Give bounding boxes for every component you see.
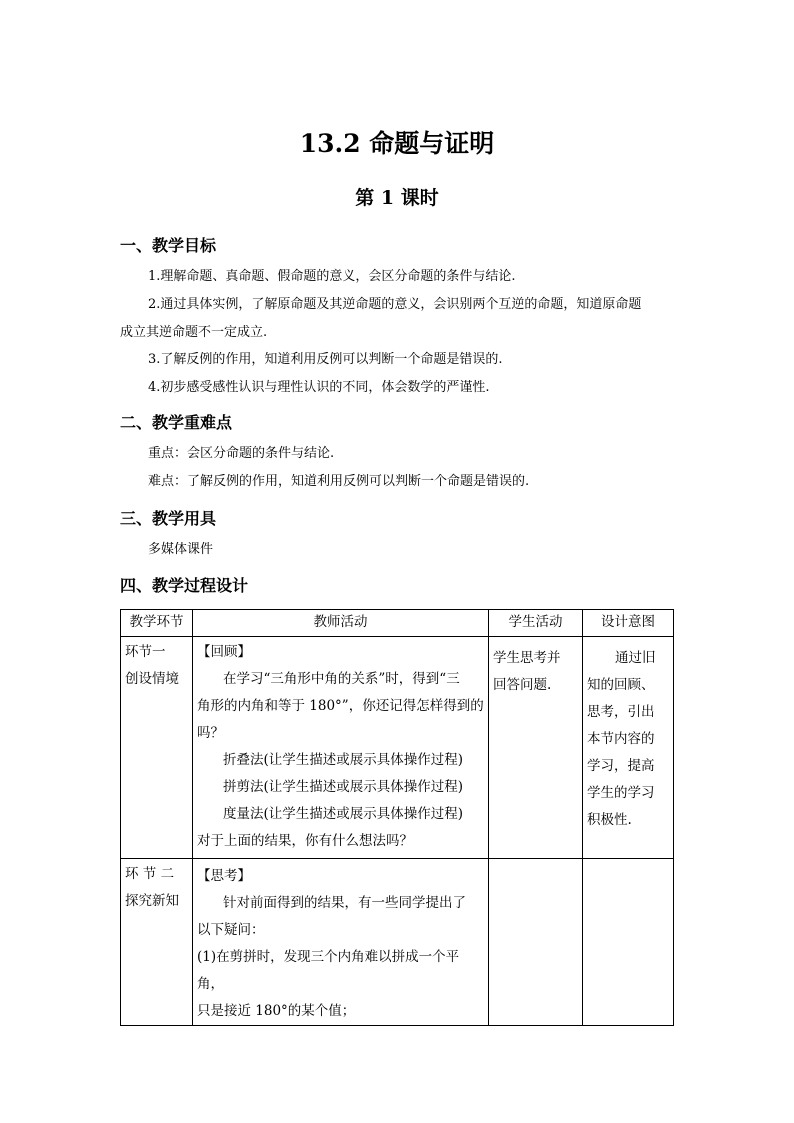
- intent-line: 思考，引出: [587, 704, 655, 720]
- teacher-line: 以下疑问：: [197, 922, 265, 938]
- table-row: [121, 859, 674, 1026]
- intent-line: 知的回顾、: [587, 677, 655, 693]
- teacher-line: 吗？: [197, 725, 224, 741]
- objective-item-continued: 成立其逆命题不一定成立.: [120, 325, 268, 340]
- teacher-line: 在学习“三角形中角的关系”时，得到“三: [223, 671, 460, 687]
- table-row: [121, 637, 674, 859]
- teacher-line: 针对前面得到的结果，有一些同学提出了: [223, 895, 466, 911]
- student-line: 学生思考并: [493, 650, 561, 666]
- stage-line: 环 节 二: [125, 866, 175, 882]
- header-student-activity: 学生活动: [489, 610, 583, 637]
- teacher-line: 度量法(让学生描述或展示具体操作过程): [223, 806, 464, 822]
- header-teacher-activity: 教师活动: [193, 610, 489, 637]
- section-heading-process: 四、教学过程设计: [120, 576, 249, 595]
- teacher-line: 只是接近 180°的某个值；: [197, 1003, 356, 1019]
- student-activity-cell: [489, 859, 583, 1026]
- difficult-point: 难点：了解反例的作用，知道利用反例可以判断一个命题是错误的.: [148, 474, 530, 489]
- teacher-activity-cell: [193, 859, 489, 1026]
- objective-item: 2.通过具体实例，了解原命题及其逆命题的意义，会识别两个互逆的命题，知道原命题: [148, 297, 642, 312]
- stage-cell: [121, 859, 193, 1026]
- document-title: 13.2 命题与证明: [299, 129, 495, 158]
- intent-line: 学生的学习: [587, 785, 655, 801]
- objective-item: 1.理解命题、真命题、假命题的意义，会区分命题的条件与结论.: [148, 269, 516, 284]
- student-activity-cell: [489, 637, 583, 859]
- header-design-intent: 设计意图: [583, 610, 674, 637]
- design-intent-cell: [583, 637, 674, 859]
- intent-line: 通过旧: [615, 650, 656, 666]
- intent-line: 学习，提高: [587, 758, 655, 774]
- stage-line: 环节一: [125, 644, 166, 660]
- intent-line: 积极性.: [587, 812, 632, 828]
- stage-line: 创设情境: [125, 671, 179, 687]
- teacher-line: 对于上面的结果，你有什么想法吗？: [197, 833, 413, 849]
- process-table: [120, 609, 674, 1026]
- design-intent-cell: [583, 859, 674, 1026]
- teacher-line: 拼剪法(让学生描述或展示具体操作过程): [223, 779, 464, 795]
- teacher-line: 【思考】: [197, 868, 251, 884]
- student-line: 回答问题.: [493, 677, 552, 693]
- teacher-line: 折叠法(让学生描述或展示具体操作过程): [223, 752, 464, 768]
- stage-line: 探究新知: [125, 893, 179, 909]
- teacher-line: 【回顾】: [197, 644, 251, 660]
- document-subtitle: 第 1 课时: [355, 187, 439, 209]
- header-stage: 教学环节: [121, 610, 193, 637]
- teacher-activity-cell: [193, 637, 489, 859]
- section-heading-tools: 三、教学用具: [120, 509, 217, 528]
- teaching-tools: 多媒体课件: [148, 542, 214, 557]
- section-heading-key-points: 二、教学重难点: [120, 413, 233, 432]
- objective-item: 4.初步感受感性认识与理性认识的不同，体会数学的严谨性.: [148, 380, 490, 395]
- table-header-row: [121, 610, 674, 637]
- teacher-line: 角形的内角和等于 180°”，你还记得怎样得到的: [197, 698, 484, 714]
- teacher-line: (1)在剪拼时，发现三个内角难以拼成一个平角，: [197, 949, 460, 992]
- section-heading-objectives: 一、教学目标: [120, 236, 217, 255]
- key-point: 重点：会区分命题的条件与结论.: [148, 446, 335, 461]
- intent-line: 本节内容的: [587, 731, 655, 747]
- stage-cell: [121, 637, 193, 859]
- objective-item: 3.了解反例的作用，知道利用反例可以判断一个命题是错误的.: [148, 352, 503, 367]
